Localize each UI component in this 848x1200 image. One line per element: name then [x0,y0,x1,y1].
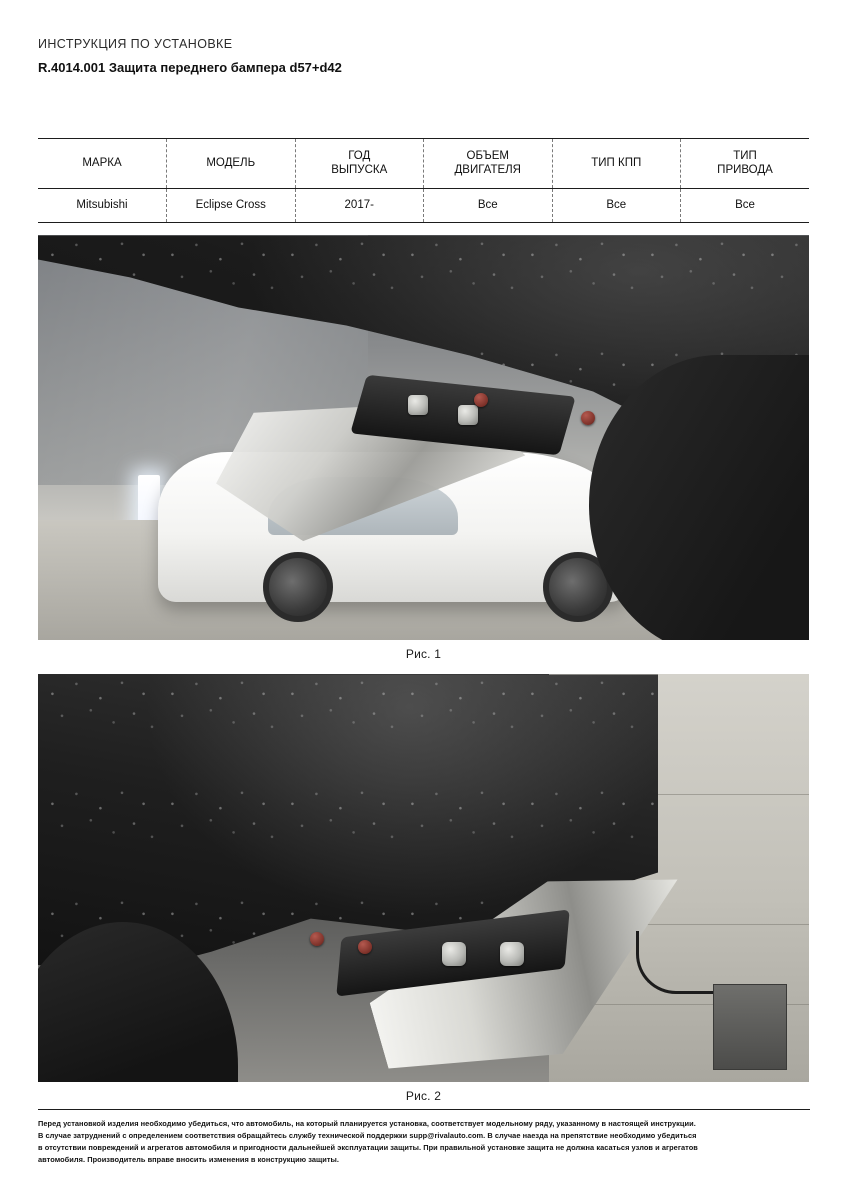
column-header-model [167,138,296,189]
footer-line-2: В случае затруднений с определением соответствия обращайтесь службу технической поддержки supp@rivalauto.com. В случае наезда на препятствие необходимо убедиться [38,1131,697,1141]
footer-line-1: Перед установкой изделия необходимо убедиться, что автомобиль, на который планируется установка, соответствует модельному ряду, указанному в настоящей инструкции. [38,1119,696,1129]
cell-transmission: Все [552,189,681,223]
column-header-brand-line1: МАРКА [82,156,122,169]
photo2-bolt [442,942,466,966]
photo1-bolt [408,395,428,415]
spec-table-body [38,189,809,223]
photo1-bolt [458,405,478,425]
document-header [38,0,810,77]
column-header-year-line1: ГОД [348,149,371,162]
cell-brand: Mitsubishi [38,189,167,223]
photo2-bolt [500,942,524,966]
footer-line-3: в отсутствии повреждений и агрегатов автомобиля и пригодности дальнейшей эксплуатации защиты. При правильной установке защита не должна касаться узлов и агрегатов [38,1143,698,1153]
document-title: R.4014.001 Защита переднего бампера d57+d42 [38,59,342,75]
column-header-year [295,138,424,189]
spec-table-header-row [38,138,809,189]
figure-2-caption: Рис. 2 [405,1089,442,1104]
footer-line-4: автомобиля. Производитель вправе вносить изменения в конструкцию защиты. [38,1155,340,1165]
figure-1 [38,235,809,663]
column-header-drive-type [681,138,810,189]
document-kicker: ИНСТРУКЦИЯ ПО УСТАНОВКЕ [38,37,233,51]
spec-table-head [38,138,809,189]
column-header-transmission [552,138,681,189]
footer-disclaimer [38,1109,810,1166]
photo1-car-wheel [263,552,333,622]
column-header-engine-volume-line1: ОБЪЕМ [466,149,509,162]
cell-year: 2017- [295,189,424,223]
column-header-engine-volume-line2: ДВИГАТЕЛЯ [454,164,521,177]
vehicle-spec-table [38,138,809,224]
column-header-model-line1: МОДЕЛЬ [206,156,256,169]
cell-model: Eclipse Cross [167,189,296,223]
column-header-brand [38,138,167,189]
column-header-transmission-line1: ТИП КПП [591,156,642,169]
cell-drive-type: Все [735,199,755,212]
cell-engine-volume: Все [424,189,553,223]
column-header-engine-volume [424,138,553,189]
column-header-drive-type-line2: ПРИВОДА [717,164,773,177]
column-header-year-line2: ВЫПУСКА [331,164,388,177]
figure-2 [38,674,809,1105]
column-header-drive-type-line1: ТИП [733,149,757,162]
table-row [38,189,809,223]
photo2-equipment-box [713,984,787,1070]
figure-1-caption: Рис. 1 [405,647,442,662]
figure-2-photo [38,674,809,1082]
figure-1-photo [38,235,809,640]
